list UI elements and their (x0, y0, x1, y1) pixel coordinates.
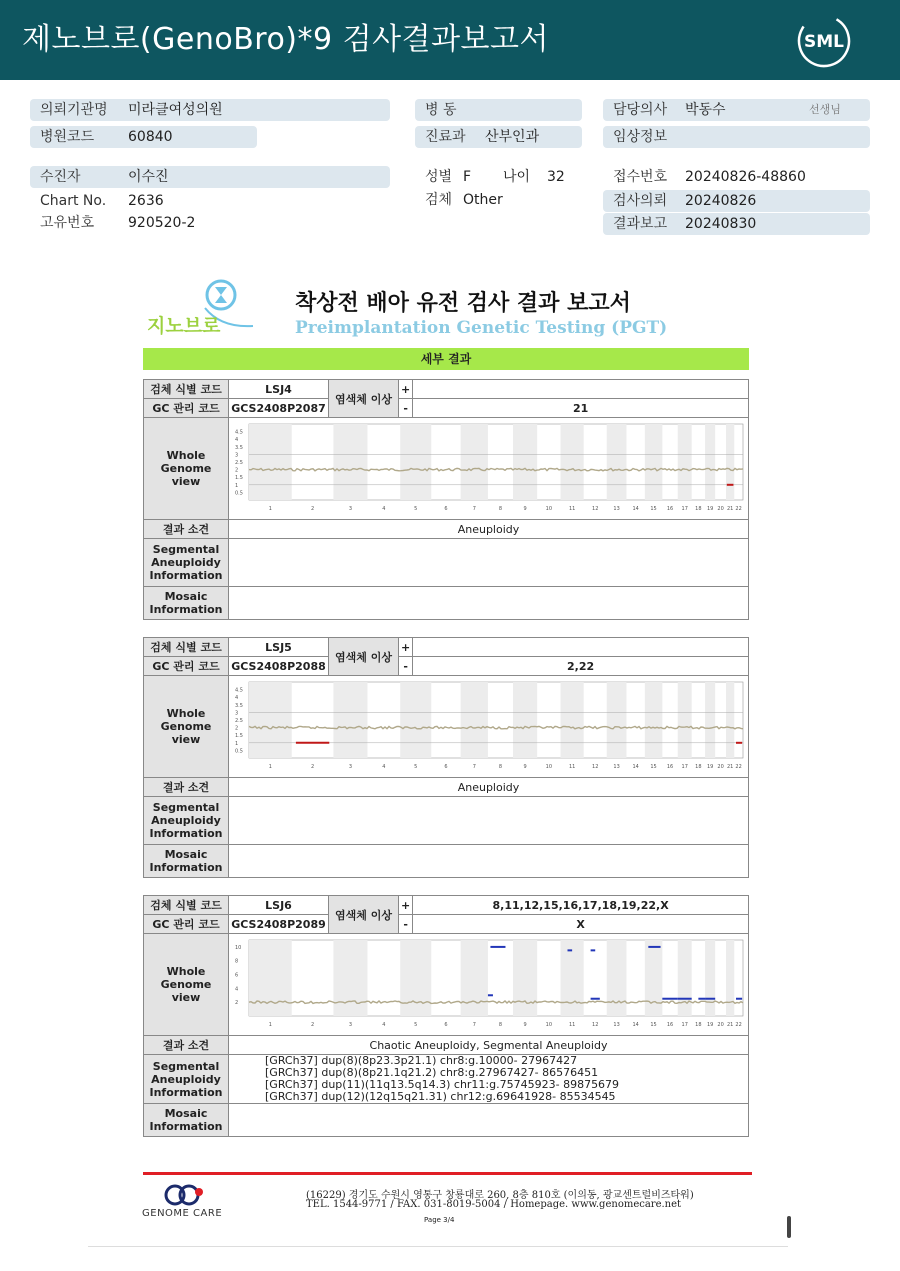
specimen-code: LSJ4 (229, 380, 329, 399)
institution-field: 의뢰기관명 미라클여성의원 (30, 99, 390, 121)
chromosome-tick-label: 2 (310, 1022, 314, 1028)
y-tick-label: 2 (234, 725, 238, 732)
footer-address: (16229) 경기도 수원시 영통구 창룡대로 260, 8층 810호 (이의동, 광교센트럴비즈타워) (306, 1190, 694, 1201)
mosaic-info (229, 1104, 749, 1137)
chromosome-tick-label: 1 (268, 764, 272, 770)
chromosome-tick-label: 18 (694, 764, 702, 770)
result-text: Aneuploidy (229, 520, 749, 539)
segmental-info (229, 539, 749, 587)
chromosome-tick-label: 4 (381, 506, 385, 512)
segmental-line: [GRCh37] dup(8)(8p21.1q21.2) chr8:g.27967427- 86576451 (265, 1066, 599, 1079)
y-tick-label: 6 (234, 972, 238, 979)
genome-care-name: GENOME CARE (142, 1208, 223, 1219)
sample-table-1: 검체 식별 코드 LSJ4 염색체 이상 + GC 관리 코드 GCS2408P2087 - 21 Whole Genome view 4.5 4 3.5 3 2.5 2 1.5 1 0.5 1 2 3 4 5 6 7 8 9 10 11 12 13 14 15 16 17 18 19 20 21 22 결과 소견 Aneuploidy Segmental Aneuploidy Information Mosaic Information (143, 379, 749, 620)
genome-plot-3 (233, 936, 745, 1030)
receipt-field: 접수번호 20240826-48860 (613, 169, 806, 185)
chromosome-tick-label: 21 (726, 764, 733, 770)
chromosome-tick-label: 2 (310, 764, 314, 770)
y-tick-label: 3.5 (234, 702, 243, 709)
chromosome-tick-label: 6 (443, 764, 448, 770)
chromosome-tick-label: 19 (706, 764, 713, 770)
report-title-ko: 착상전 배아 유전 검사 결과 보고서 (295, 291, 631, 316)
gain-value (413, 638, 749, 657)
y-tick-label: 1 (234, 482, 238, 489)
section-header: 세부 결과 (143, 348, 749, 370)
hospital-code-field: 병원코드 60840 (30, 126, 257, 148)
svg-text:SML: SML (804, 32, 844, 52)
chromosome-tick-label: 10 (545, 506, 552, 512)
svg-text:지노브로: 지노브로 (147, 315, 221, 337)
y-tick-label: 4 (234, 695, 238, 702)
ward-field: 병 동 (415, 99, 582, 121)
chromosome-tick-label: 9 (523, 506, 527, 512)
specimen-field: 검체 Other (425, 192, 503, 208)
chromosome-tick-label: 21 (726, 1022, 733, 1028)
chromosome-tick-label: 17 (681, 764, 688, 770)
y-tick-label: 3.5 (234, 444, 243, 451)
segmental-line: [GRCh37] dup(12)(12q15q21.31) chr12:g.69641928- 85534545 (265, 1090, 616, 1103)
chromosome-tick-label: 3 (348, 506, 352, 512)
chromosome-tick-label: 6 (443, 506, 448, 512)
y-tick-label: 3 (234, 710, 238, 717)
y-tick-label: 1 (234, 740, 238, 747)
chromosome-tick-label: 22 (734, 506, 742, 512)
chromosome-tick-label: 10 (545, 1022, 552, 1028)
uid-field: 고유번호 920520-2 (40, 215, 196, 231)
mosaic-info (229, 845, 749, 878)
chromosome-tick-label: 8 (498, 764, 502, 770)
chromosome-tick-label: 15 (649, 506, 657, 512)
specimen-code: LSJ6 (229, 896, 329, 915)
chromosome-tick-label: 15 (649, 1022, 657, 1028)
gc-code: GCS2408P2087 (229, 399, 329, 418)
chromosome-tick-label: 14 (631, 506, 639, 512)
chromosome-tick-label: 7 (472, 1022, 476, 1028)
y-tick-label: 1.5 (234, 475, 243, 482)
patient-value: 이수진 (128, 169, 169, 185)
y-tick-label: 8 (234, 958, 238, 965)
chromosome-tick-label: 14 (631, 1022, 639, 1028)
chromosome-tick-label: 13 (612, 506, 620, 512)
chromosome-tick-label: 11 (568, 764, 575, 770)
gain-value (413, 380, 749, 399)
chromosome-tick-label: 4 (381, 1022, 385, 1028)
segmental-line: [GRCh37] dup(11)(11q13.5q14.3) chr11:g.75745923- 89875679 (265, 1078, 620, 1091)
loss-value: 2,22 (413, 657, 749, 676)
chromosome-tick-label: 1 (268, 506, 272, 512)
chromosome-tick-label: 4 (381, 764, 385, 770)
chromosome-tick-label: 5 (413, 764, 417, 770)
y-tick-label: 2.5 (234, 460, 243, 466)
chromosome-tick-label: 20 (716, 506, 724, 512)
chromosome-tick-label: 9 (523, 1022, 527, 1028)
chart-field: Chart No. 2636 (40, 193, 164, 209)
y-tick-label: 4 (234, 986, 238, 993)
gain-value: 8,11,12,15,16,17,18,19,22,X (413, 896, 749, 915)
chromosome-tick-label: 16 (666, 1022, 673, 1028)
y-tick-label: 4.5 (234, 687, 243, 694)
chromosome-tick-label: 15 (649, 764, 657, 770)
chromosome-tick-label: 14 (631, 764, 639, 770)
doctor-value: 박동수 (685, 102, 726, 118)
chromosome-tick-label: 11 (568, 1022, 575, 1028)
y-tick-label: 4.5 (234, 429, 243, 436)
report-title-en: Preimplantation Genetic Testing (PGT) (295, 318, 668, 338)
dept-value: 산부인과 (485, 129, 540, 145)
chromosome-tick-label: 3 (348, 764, 352, 770)
mosaic-info (229, 587, 749, 620)
chromosome-tick-label: 5 (413, 506, 417, 512)
result-text: Chaotic Aneuploidy, Segmental Aneuploidy (229, 1036, 749, 1055)
chromosome-tick-label: 5 (413, 1022, 417, 1028)
patient-field: 수진자 이수진 (30, 166, 390, 188)
chromosome-tick-label: 6 (443, 1022, 448, 1028)
chromosome-tick-label: 17 (681, 506, 688, 512)
segmental-line: [GRCh37] dup(8)(8p23.3p21.1) chr8:g.10000- 27967427 (265, 1054, 578, 1067)
chromosome-tick-label: 13 (612, 1022, 620, 1028)
chromosome-tick-label: 7 (472, 506, 476, 512)
chromosome-tick-label: 13 (612, 764, 620, 770)
request-field: 검사의뢰 20240826 (603, 190, 870, 212)
specimen-code: LSJ5 (229, 638, 329, 657)
chromosome-tick-label: 16 (666, 506, 673, 512)
chromosome-tick-label: 9 (523, 764, 527, 770)
result-text: Aneuploidy (229, 778, 749, 797)
clinical-field: 임상정보 (603, 126, 870, 148)
chromosome-tick-label: 12 (591, 506, 598, 512)
chromosome-tick-label: 18 (694, 506, 702, 512)
gc-code: GCS2408P2088 (229, 657, 329, 676)
chromosome-tick-label: 20 (716, 764, 724, 770)
chromosome-tick-label: 8 (498, 1022, 502, 1028)
chromosome-tick-label: 18 (694, 1022, 702, 1028)
chromosome-tick-label: 12 (591, 764, 598, 770)
gc-code: GCS2408P2089 (229, 915, 329, 934)
doctor-field: 담당의사 박동수 선생님 (603, 99, 870, 121)
chromosome-tick-label: 12 (591, 1022, 598, 1028)
chromosome-tick-label: 10 (545, 764, 552, 770)
chromosome-tick-label: 21 (726, 506, 733, 512)
loss-value: X (413, 915, 749, 934)
y-tick-label: 1.5 (234, 733, 243, 740)
footer-divider (143, 1172, 752, 1175)
chromosome-tick-label: 2 (310, 506, 314, 512)
dept-field: 진료과 산부인과 (415, 126, 582, 148)
genobro-logo (145, 278, 265, 338)
y-tick-label: 2 (234, 467, 238, 474)
page-bottom-line (88, 1246, 788, 1247)
y-tick-label: 4 (234, 437, 238, 444)
chromosome-tick-label: 1 (268, 1022, 272, 1028)
chromosome-tick-label: 22 (734, 1022, 742, 1028)
genome-plot-1 (233, 420, 745, 514)
header-bar (0, 0, 900, 80)
footer-contact: TEL. 1544-9771 / FAX. 031-8019-5004 / Homepage. www.genomecare.net (306, 1199, 682, 1210)
y-tick-label: 2 (234, 1000, 238, 1007)
y-tick-label: 0.5 (234, 748, 243, 755)
sml-logo (796, 13, 852, 69)
genome-plot-2 (233, 678, 745, 772)
chromosome-tick-label: 8 (498, 506, 502, 512)
chromosome-tick-label: 22 (734, 764, 742, 770)
sample-table-2: 검체 식별 코드 LSJ5 염색체 이상 + GC 관리 코드 GCS2408P2088 - 2,22 Whole Genome view 4.5 4 3.5 3 2.5 2 1.5 1 0.5 1 2 3 4 5 6 7 8 9 10 11 12 13 14 15 16 17 18 19 20 21 22 결과 소견 Aneuploidy Segmental Aneuploidy Information Mosaic Information (143, 637, 749, 878)
y-tick-label: 10 (234, 944, 241, 951)
chromosome-tick-label: 7 (472, 764, 476, 770)
chromosome-tick-label: 3 (348, 1022, 352, 1028)
chromosome-tick-label: 20 (716, 1022, 724, 1028)
y-tick-label: 0.5 (234, 490, 243, 497)
segmental-info (229, 797, 749, 845)
scroll-marker (787, 1216, 791, 1238)
institution-value: 미라클여성의원 (128, 102, 223, 118)
chromosome-tick-label: 16 (666, 764, 673, 770)
loss-value: 21 (413, 399, 749, 418)
hospital-code-value: 60840 (128, 129, 173, 145)
report-field: 결과보고 20240830 (603, 213, 870, 235)
chromosome-tick-label: 17 (681, 1022, 688, 1028)
sex-age-field: 성별 F 나이 32 (425, 169, 565, 185)
chromosome-tick-label: 11 (568, 506, 575, 512)
chromosome-tick-label: 19 (706, 506, 713, 512)
chromosome-tick-label: 19 (706, 1022, 713, 1028)
sample-table-3: 검체 식별 코드 LSJ6 염색체 이상 + 8,11,12,15,16,17,18,19,22,X GC 관리 코드 GCS2408P2089 - X Whole Genome view 10 8 6 4 2 1 2 3 4 5 6 7 8 9 10 11 12 13 14 15 16 17 18 19 20 21 22 결과 소견 Chaotic Aneuploidy, Segmental Aneuploidy Segmental Aneuploidy Information [GRCh37] dup(8)(8p23.3p21.1) chr8:g.10000- 27967427 [GRCh37] dup(8)(8p21.1q21.2) chr8:g.27967427- 86576451 [GRCh37] dup(11)(11q13.5q14.3) chr11:g.75745923- 89875679 [GRCh37] dup(12)(12q15q21.31) chr12:g.69641928- 85534545 Mosaic Information (143, 895, 749, 1137)
segmental-info (229, 1055, 749, 1104)
y-tick-label: 2.5 (234, 718, 243, 724)
page-number: Page 3/4 (424, 1216, 455, 1224)
page-title: 제노브로(GenoBro)*9 검사결과보고서 (22, 22, 549, 57)
y-tick-label: 3 (234, 452, 238, 459)
